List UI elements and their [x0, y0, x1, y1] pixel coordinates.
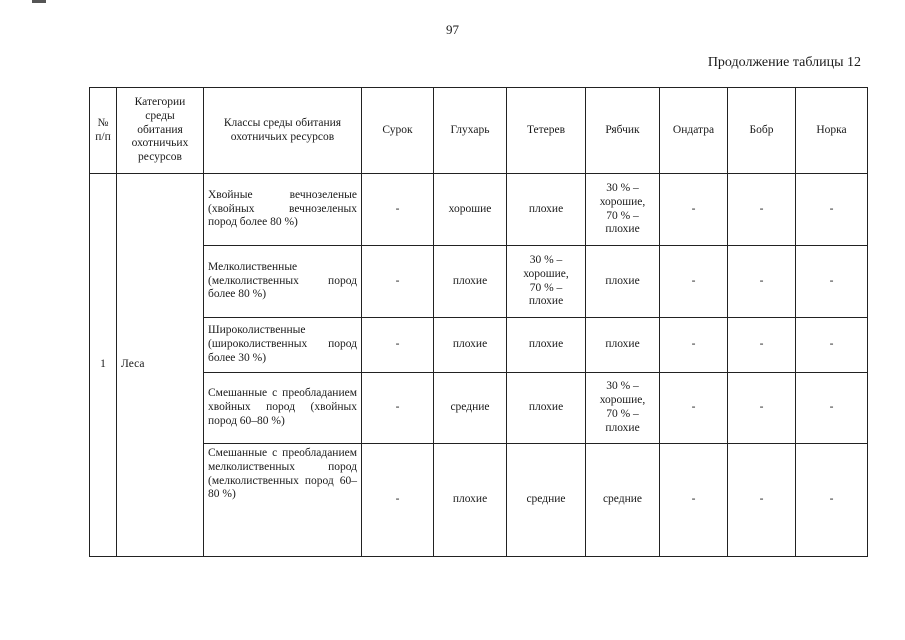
value-cell: -	[362, 373, 434, 444]
value-cell: -	[728, 318, 796, 373]
value-cell: -	[660, 444, 728, 557]
value-cell: -	[362, 318, 434, 373]
value-cell: 30 % – хорошие, 70 % – плохие	[507, 246, 586, 318]
header-species-capercaillie: Глухарь	[434, 88, 507, 174]
header-species-muskrat: Ондатра	[660, 88, 728, 174]
table-row	[90, 174, 868, 246]
table-row	[90, 246, 868, 318]
value-cell: средние	[507, 444, 586, 557]
value-cell: -	[728, 246, 796, 318]
page-number: 97	[446, 22, 459, 37]
value-cell: 30 % – хорошие, 70 % – плохие	[586, 373, 660, 444]
value-cell: -	[796, 246, 868, 318]
value-cell: -	[796, 444, 868, 557]
value-cell: хорошие	[434, 174, 507, 246]
value-cell: -	[796, 318, 868, 373]
value-cell: средние	[586, 444, 660, 557]
header-species-beaver: Бобр	[728, 88, 796, 174]
header-category: Категории среды обитания охотничьих ресурсов	[117, 88, 204, 174]
value-cell: -	[796, 373, 868, 444]
value-cell: -	[660, 373, 728, 444]
value-cell: -	[660, 246, 728, 318]
habitat-class: Широколиственные (широколиственных пород более 30 %)	[204, 318, 362, 373]
scan-corner-mark	[32, 0, 46, 3]
value-cell: плохие	[507, 373, 586, 444]
value-cell: -	[728, 373, 796, 444]
value-cell: -	[660, 318, 728, 373]
table-continuation-caption: Продолжение таблицы 12	[707, 55, 861, 70]
header-num: № п/п	[90, 88, 117, 174]
value-cell: плохие	[586, 318, 660, 373]
value-cell: плохие	[434, 246, 507, 318]
value-cell: -	[728, 444, 796, 557]
value-cell: средние	[434, 373, 507, 444]
habitat-class: Смешанные с преобладанием мелколиственных пород (мелколиственных пород 60–80 %)	[204, 444, 362, 557]
table-row	[90, 318, 868, 373]
value-cell: плохие	[586, 246, 660, 318]
value-cell: -	[362, 174, 434, 246]
habitat-class: Хвойные вечнозеленые (хвойных вечнозеленых пород более 80 %)	[204, 174, 362, 246]
value-cell: -	[362, 246, 434, 318]
header-classes: Классы среды обитания охотничьих ресурсов	[204, 88, 362, 174]
value-cell: плохие	[507, 318, 586, 373]
group-number: 1	[90, 174, 117, 557]
value-cell: -	[362, 444, 434, 557]
habitat-class: Мелколиственные (мелколиственных пород более 80 %)	[204, 246, 362, 318]
header-species-marmot: Сурок	[362, 88, 434, 174]
value-cell: плохие	[434, 318, 507, 373]
table-row	[90, 444, 868, 557]
value-cell: плохие	[507, 174, 586, 246]
value-cell: -	[728, 174, 796, 246]
habitat-classes-table	[89, 87, 868, 557]
header-species-hazel-grouse: Рябчик	[586, 88, 660, 174]
header-species-black-grouse: Тетерев	[507, 88, 586, 174]
value-cell: плохие	[434, 444, 507, 557]
habitat-class: Смешанные с преобладанием хвойных пород (хвойных пород 60–80 %)	[204, 373, 362, 444]
value-cell: -	[660, 174, 728, 246]
value-cell: -	[796, 174, 868, 246]
table-row	[90, 373, 868, 444]
table-header-row	[90, 88, 868, 174]
value-cell: 30 % – хорошие, 70 % – плохие	[586, 174, 660, 246]
group-category: Леса	[117, 174, 204, 557]
header-species-mink: Норка	[796, 88, 868, 174]
